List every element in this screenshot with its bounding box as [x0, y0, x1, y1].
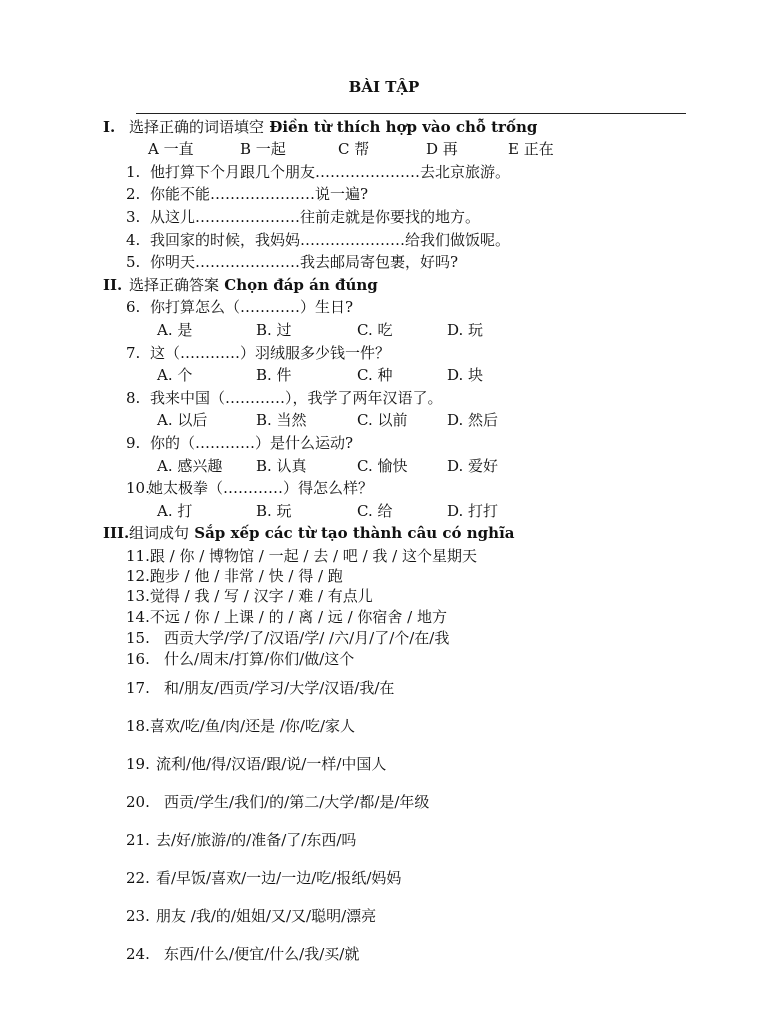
- word-option: A 一直: [148, 140, 194, 158]
- question-number: 12.: [126, 567, 150, 585]
- section-number: II.: [103, 276, 123, 294]
- question-text: 你能不能…………………说一遍?: [150, 185, 369, 203]
- question-number: 20.: [126, 793, 150, 811]
- question-number: 11.: [126, 547, 150, 565]
- answer-option: A. 个: [157, 366, 193, 384]
- question-item: [126, 297, 353, 317]
- question-item: [126, 754, 386, 774]
- question-text: 看/早饭/喜欢/一边/一边/吃/报纸/妈妈: [156, 869, 402, 887]
- question-text: 我回家的时候，我妈妈…………………给我们做饭呢。: [150, 231, 511, 249]
- answer-option: D. 块: [447, 366, 484, 384]
- answer-options: [157, 501, 498, 521]
- question-text: 你明天…………………我去邮局寄包裹，好吗?: [150, 253, 459, 271]
- word-bank: [148, 139, 554, 159]
- question-number: 16.: [126, 650, 150, 668]
- question-number: 21.: [126, 831, 150, 849]
- word-option: C 帮: [338, 140, 370, 158]
- answer-options: [157, 365, 483, 385]
- question-item: [126, 162, 510, 182]
- page-title: BÀI TẬP: [348, 78, 420, 96]
- question-number: 19.: [126, 755, 150, 773]
- answer-option: C. 吃: [357, 321, 393, 339]
- question-number: 14.: [126, 608, 150, 626]
- question-item: [126, 343, 390, 363]
- question-item: [126, 607, 447, 627]
- question-number: 2.: [126, 185, 141, 203]
- word-option: B 一起: [240, 140, 286, 158]
- question-text: 跟 / 你 / 博物馆 / 一起 / 去 / 吧 / 我 / 这个星期天: [149, 547, 477, 565]
- answer-option: C. 种: [357, 366, 393, 384]
- question-text: 这（…………）羽绒服多少钱一件？: [150, 344, 391, 362]
- question-text: 不远 / 你 / 上课 / 的 / 离 / 远 / 你宿舍 / 地方: [149, 608, 447, 626]
- section-heading-zh: 组词成句: [129, 524, 190, 542]
- question-text: 觉得 / 我 / 写 / 汉字 / 难 / 有点儿: [149, 587, 373, 605]
- answer-option: B. 玩: [256, 502, 292, 520]
- question-number: 6.: [126, 298, 141, 316]
- section-heading-zh: 选择正确答案: [129, 276, 220, 294]
- answer-options: [157, 410, 498, 430]
- question-text: 我来中国（…………），我学了两年汉语了。: [150, 389, 443, 407]
- question-number: 18.: [126, 717, 150, 735]
- answer-option: B. 当然: [256, 411, 307, 429]
- question-item: [126, 478, 373, 498]
- answer-options: [157, 320, 483, 340]
- question-text: 西贡/学生/我们/的/第二/大学/都/是/年级: [164, 793, 430, 811]
- question-number: 9.: [126, 434, 141, 452]
- question-number: 23.: [126, 907, 150, 925]
- word-option: D 再: [426, 140, 458, 158]
- question-item: [126, 207, 480, 227]
- section-heading: [103, 117, 537, 137]
- answer-option: D. 玩: [447, 321, 484, 339]
- question-item: [126, 716, 355, 736]
- question-item: [126, 388, 443, 408]
- question-number: 3.: [126, 208, 141, 226]
- question-item: [126, 792, 429, 812]
- answer-option: A. 是: [157, 321, 193, 339]
- word-option: E 正在: [508, 140, 554, 158]
- question-item: [126, 649, 354, 669]
- answer-option: A. 打: [157, 502, 193, 520]
- answer-option: D. 爱好: [447, 457, 499, 475]
- question-text: 他打算下个月跟几个朋友…………………去北京旅游。: [150, 163, 511, 181]
- question-text: 你的（…………）是什么运动?: [150, 434, 354, 452]
- question-item: [126, 628, 449, 648]
- answer-option: D. 打打: [447, 502, 499, 520]
- question-text: 朋友 /我/的/姐姐/又/又/聪明/漂亮: [156, 907, 377, 925]
- question-number: 7.: [126, 344, 141, 362]
- question-text: 流利/他/得/汉语/跟/说/一样/中国人: [156, 755, 387, 773]
- question-number: 10.: [126, 479, 150, 497]
- question-item: [126, 678, 394, 698]
- question-item: [126, 252, 458, 272]
- answer-option: C. 愉快: [357, 457, 408, 475]
- section-heading-vi: Điền từ thích hợp vào chỗ trống: [269, 118, 538, 136]
- section-number: I.: [103, 118, 116, 136]
- question-number: 5.: [126, 253, 141, 271]
- question-text: 西贡大学/学/了/汉语/学/ /六/月/了/个/在/我: [164, 629, 450, 647]
- question-item: [126, 586, 373, 606]
- question-number: 4.: [126, 231, 141, 249]
- answer-option: B. 过: [256, 321, 292, 339]
- question-item: [126, 546, 477, 566]
- answer-option: C. 以前: [357, 411, 408, 429]
- question-text: 你打算怎么（…………）生日?: [150, 298, 354, 316]
- section-heading-vi: Chọn đáp án đúng: [224, 276, 378, 294]
- answer-options: [157, 456, 498, 476]
- answer-option: A. 感兴趣: [157, 457, 223, 475]
- section-heading-vi: Sắp xếp các từ tạo thành câu có nghĩa: [194, 524, 515, 542]
- section-heading: [103, 523, 515, 543]
- question-number: 22.: [126, 869, 150, 887]
- question-number: 17.: [126, 679, 150, 697]
- answer-option: D. 然后: [447, 411, 499, 429]
- answer-option: C. 给: [357, 502, 393, 520]
- question-item: [126, 230, 510, 250]
- question-item: [126, 944, 359, 964]
- section-number: III.: [103, 524, 130, 542]
- question-number: 15.: [126, 629, 150, 647]
- answer-option: B. 认真: [256, 457, 307, 475]
- answer-option: B. 件: [256, 366, 292, 384]
- question-item: [126, 830, 356, 850]
- question-text: 跑步 / 他 / 非常 / 快 / 得 / 跑: [149, 567, 343, 585]
- title-underline: [136, 113, 686, 114]
- question-number: 13.: [126, 587, 150, 605]
- question-number: 1.: [126, 163, 141, 181]
- question-number: 24.: [126, 945, 150, 963]
- section-heading: [103, 275, 378, 295]
- question-number: 8.: [126, 389, 141, 407]
- question-text: 从这儿…………………往前走就是你要找的地方。: [150, 208, 481, 226]
- question-text: 和/朋友/西贡/学习/大学/汉语/我/在: [164, 679, 395, 697]
- question-text: 什么/周末/打算/你们/做/这个: [164, 650, 355, 668]
- question-item: [126, 906, 376, 926]
- question-text: 她太极拳（…………）得怎么样？: [148, 479, 374, 497]
- answer-option: A. 以后: [157, 411, 208, 429]
- question-item: [126, 433, 353, 453]
- question-item: [126, 868, 401, 888]
- question-text: 东西/什么/便宜/什么/我/买/就: [164, 945, 360, 963]
- section-heading-zh: 选择正确的词语填空: [129, 118, 265, 136]
- question-item: [126, 184, 368, 204]
- question-text: 去/好/旅游/的/准备/了/东西/吗: [156, 831, 357, 849]
- question-text: 喜欢/吃/鱼/肉/还是 /你/吃/家人: [149, 717, 356, 735]
- question-item: [126, 566, 343, 586]
